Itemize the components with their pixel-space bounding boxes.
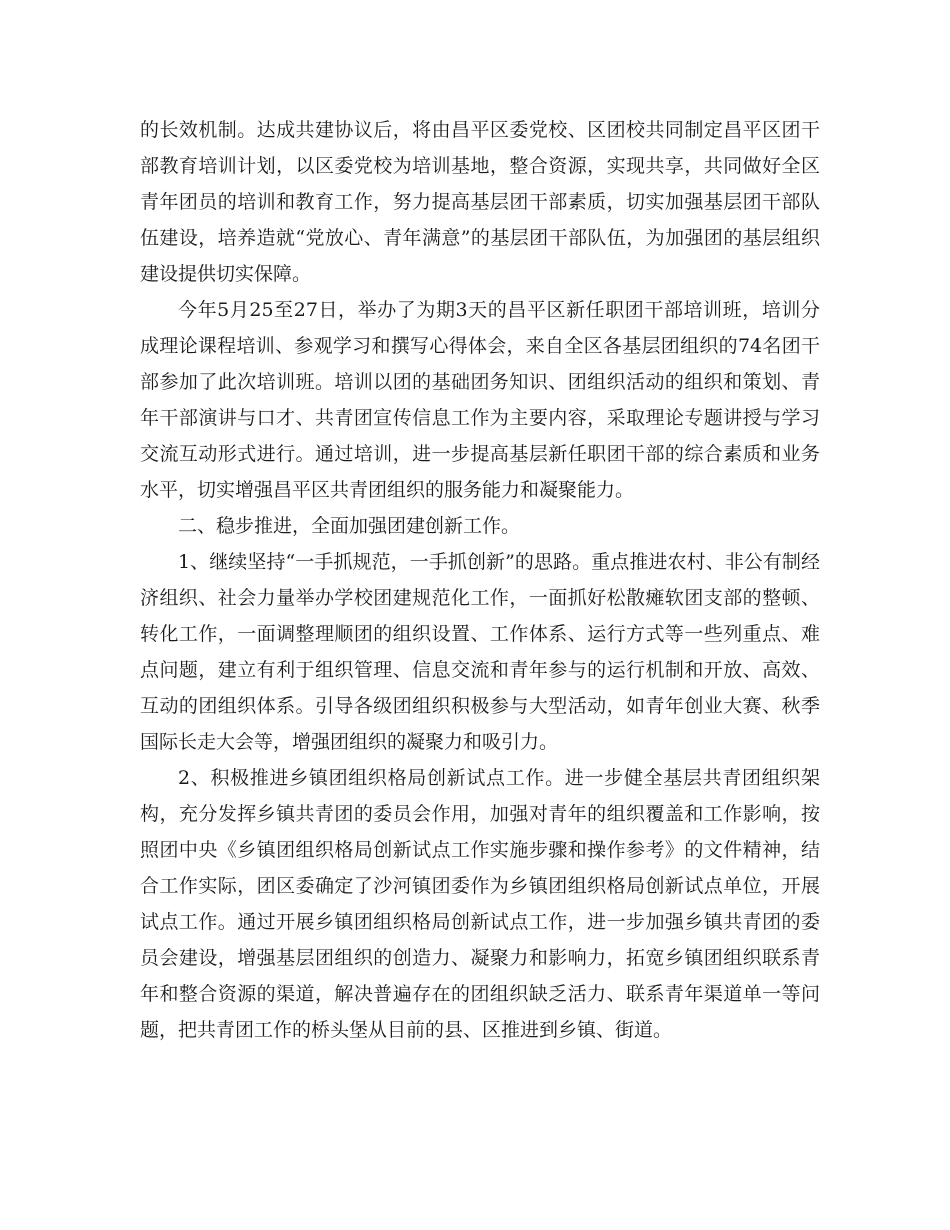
document-body <box>140 112 820 1048</box>
paragraph-3: 1、继续坚持“一手抓规范，一手抓创新”的思路。重点推进农村、非公有制经济组织、社会力量举办学校团建规范化工作，一面抓好松散瘫软团支部的整顿、转化工作，一面调整理顺团的组织设置、工作体系、运行方式等一些列重点、难点问题，建立有利于组织管理、信息交流和青年参与的运行机制和开放、高效、互动的团组织体系。引导各级团组织积极参与大型活动，如青年创业大赛、秋季国际长走大会等，增强团组织的凝聚力和吸引力。 <box>140 551 820 753</box>
paragraph-1: 的长效机制。达成共建协议后，将由昌平区委党校、区团校共同制定昌平区团干部教育培训计划，以区委党校为培训基地，整合资源，实现共享，共同做好全区青年团员的培训和教育工作，努力提高基层团干部素质，切实加强基层团干部队伍建设，培养造就“党放心、青年满意”的基层团干部队伍，为加强团的基层组织建设提供切实保障。 <box>140 119 820 285</box>
paragraph-4: 2、积极推进乡镇团组织格局创新试点工作。进一步健全基层共青团组织架构，充分发挥乡镇共青团的委员会作用，加强对青年的组织覆盖和工作影响，按照团中央《乡镇团组织格局创新试点工作实施步骤和操作参考》的文件精神，结合工作实际，团区委确定了沙河镇团委作为乡镇团组织格局创新试点单位，开展试点工作。通过开展乡镇团组织格局创新试点工作，进一步加强乡镇共青团的委员会建设，增强基层团组织的创造力、凝聚力和影响力，拓宽乡镇团组织联系青年和整合资源的渠道，解决普遍存在的团组织缺乏活力、联系青年渠道单一等问题，把共青团工作的桥头堡从目前的县、区推进到乡镇、街道。 <box>140 767 820 1041</box>
paragraph-2: 今年5月25至27日，举办了为期3天的昌平区新任职团干部培训班，培训分成理论课程培训、参观学习和撰写心得体会，来自全区各基层团组织的74名团干部参加了此次培训班。培训以团的基础团务知识、团组织活动的组织和策划、青年干部演讲与口才、共青团宣传信息工作为主要内容，采取理论专题讲授与学习交流互动形式进行。通过培训，进一步提高基层新任职团干部的综合素质和业务水平，切实增强昌平区共青团组织的服务能力和凝聚能力。 <box>140 299 820 501</box>
section-heading: 二、稳步推进，全面加强团建创新工作。 <box>178 515 521 537</box>
